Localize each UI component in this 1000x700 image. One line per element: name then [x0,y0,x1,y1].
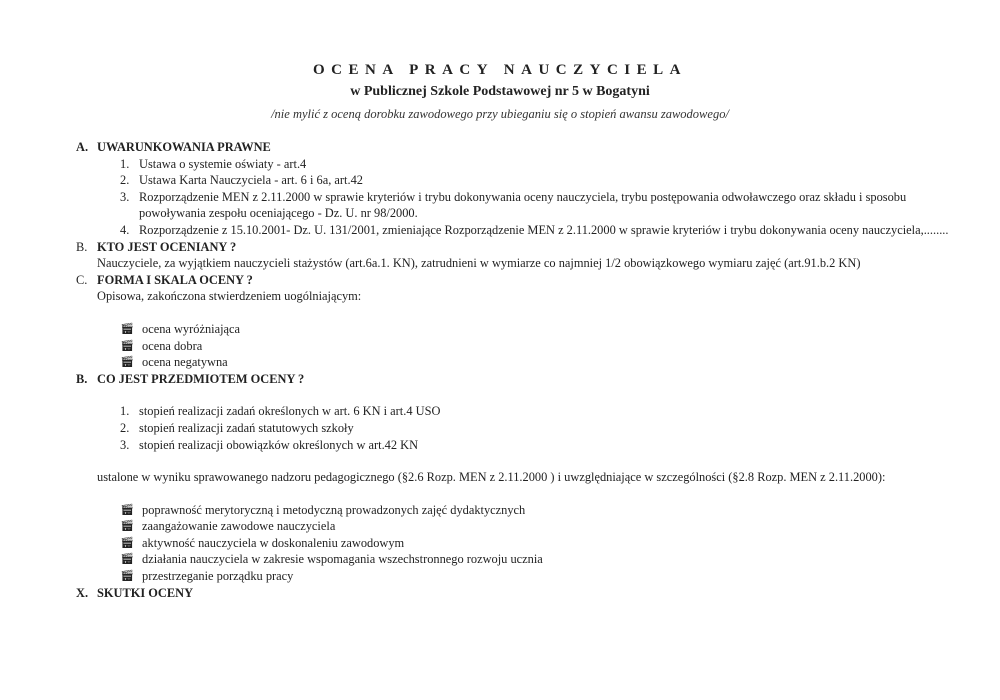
bullet-item [120,535,956,552]
list-number: 1. [120,404,130,419]
section-b2-heading [76,371,956,388]
list-number: 1. [120,156,130,171]
list-item [76,420,956,437]
section-title: UWARUNKOWANIA PRAWNE [97,140,271,154]
section-a-heading [76,139,956,156]
section-b2-list [76,403,956,453]
document-title: OCENA PRACY NAUCZYCIELA [313,62,687,78]
section-b2-bullets [76,502,956,585]
clapperboard-icon: 🎬︎ [120,553,134,566]
section-letter: B. [76,371,88,386]
bullet-text: aktywność nauczyciela w doskonaleniu zawodowym [142,535,405,550]
bullet-item [120,568,956,585]
clapperboard-icon: 🎬︎ [120,356,134,369]
section-title: FORMA I SKALA OCENY ? [97,272,253,287]
clapperboard-icon: 🎬︎ [120,503,134,516]
bullet-text: działania nauczyciela w zakresie wspomagania wszechstronnego rozwoju ucznia [142,552,543,567]
section-letter: B. [76,239,88,254]
list-text: Rozporządzenie MEN z 2.11.2000 w sprawie kryteriów i trybu dokonywania oceny nauczyciela, trybu postępowania odwoławczego oraz składu i sposobu powoływania zespołu oceniającego - Dz. U. nr 98/2000. [139,189,907,221]
clapperboard-icon: 🎬︎ [120,520,134,533]
bullet-item [120,551,956,568]
clapperboard-icon: 🎬︎ [120,536,134,549]
list-text: stopień realizacji obowiązków określonych w art.42 KN [139,437,419,452]
list-text: stopień realizacji zadań statutowych szkoły [139,420,354,435]
bullet-text: ocena wyróżniająca [142,321,241,336]
document-note: /nie mylić z oceną dorobku zawodowego przy ubieganiu się o stopień awansu zawodowego/ [271,107,729,121]
list-item [76,189,956,222]
bullet-text: przestrzeganie porządku pracy [142,569,294,584]
section-c-text: Opisowa, zakończona stwierdzeniem uogólniającym: [97,289,362,304]
bullet-item [120,518,956,535]
section-title: SKUTKI OCENY [97,585,194,600]
bullet-text: ocena dobra [142,338,203,353]
bullet-text: poprawność merytoryczną i metodyczną prowadzonych zajęć dydaktycznych [142,502,526,517]
list-text: Ustawa Karta Nauczyciela - art. 6 i 6a, art.42 [139,173,363,188]
clapperboard-icon: 🎬︎ [120,339,134,352]
section-c-heading [76,272,956,289]
bullet-text: ocena negatywna [142,355,228,370]
bullet-text: zaangażowanie zawodowe nauczyciela [142,519,336,534]
list-item [76,172,956,189]
document-body [76,139,956,601]
list-number: 2. [120,173,130,188]
section-b2-text: ustalone w wyniku sprawowanego nadzoru pedagogicznego (§2.6 Rozp. MEN z 2.11.2000 ) i uwzględniające w szczególności (§2.8 Rozp. MEN z 2.11.2000): [97,470,886,485]
bullet-item [120,321,956,338]
list-item [76,403,956,420]
bullet-item [120,338,956,355]
section-letter: C. [76,272,88,287]
section-c-bullets [76,321,956,371]
list-number: 4. [120,222,130,237]
section-title: KTO JEST OCENIANY ? [97,239,237,254]
list-item [76,437,956,454]
bullet-item [120,502,956,519]
list-text: Ustawa o systemie oświaty - art.4 [139,156,307,171]
clapperboard-icon: 🎬︎ [120,570,134,583]
section-letter: A. [76,140,89,154]
section-x-heading [76,585,956,602]
document-subtitle: w Publicznej Szkole Podstawowej nr 5 w Bogatyni [350,84,650,99]
list-item [76,156,956,173]
list-number: 2. [120,420,130,435]
section-title: CO JEST PRZEDMIOTEM OCENY ? [97,371,305,386]
list-text: stopień realizacji zadań określonych w art. 6 KN i art.4 USO [139,404,441,419]
section-b-text: Nauczyciele, za wyjątkiem nauczycieli stażystów (art.6a.1. KN), zatrudnieni w wymiarze co najmniej 1/2 obowiązkowego wymiaru zajęć (art.91.b.2 KN) [97,256,861,271]
list-number: 3. [120,189,130,204]
list-text: Rozporządzenie z 15.10.2001- Dz. U. 131/2001, zmieniające Rozporządzenie MEN z 2.11.2000 w sprawie kryteriów i trybu dokonywania oceny nauczyciela,........ [139,222,949,237]
section-letter: X. [76,585,89,600]
list-number: 3. [120,437,130,452]
clapperboard-icon: 🎬︎ [120,322,134,335]
section-a-list [76,156,956,239]
bullet-item [120,354,956,371]
list-item [76,222,956,239]
section-b-heading [76,239,956,256]
